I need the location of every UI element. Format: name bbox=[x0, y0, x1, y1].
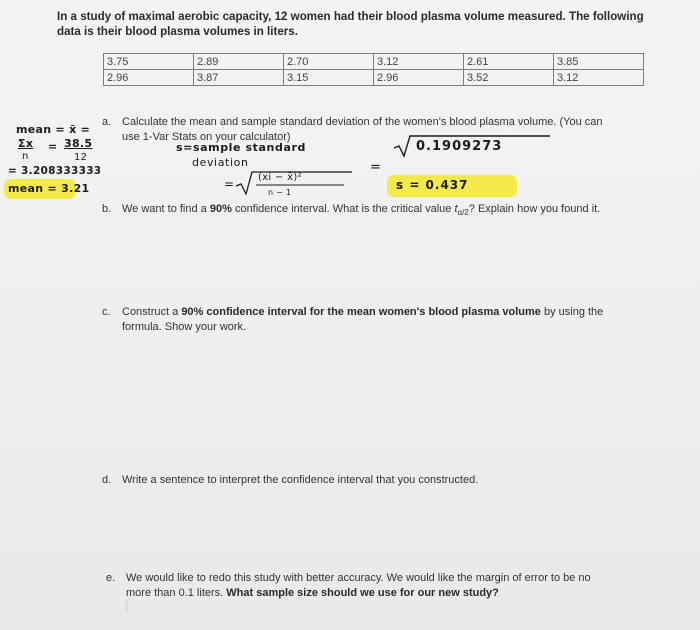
table-cell: 2.96 bbox=[104, 70, 194, 86]
hw-s-result: s = 0.437 bbox=[396, 178, 469, 192]
table-row bbox=[104, 70, 644, 86]
hw-eq2: = bbox=[370, 160, 382, 175]
table-cell: 3.12 bbox=[374, 54, 464, 70]
hw-mean-decimal: = 3.208333333 bbox=[8, 165, 102, 177]
hw-sum-value: 38.5 bbox=[64, 137, 93, 150]
hw-s-formula-num: (xi − x̄)² bbox=[258, 172, 302, 183]
table-cell: 2.70 bbox=[284, 54, 374, 70]
problem-intro: In a study of maximal aerobic capacity, 12 women had their blood plasma volume measured. The following data is their blood plasma volumes in liters. bbox=[57, 10, 644, 38]
table-cell: 2.89 bbox=[194, 54, 284, 70]
hw-s-formula-eq: = bbox=[224, 177, 235, 191]
question-marker: d. bbox=[102, 474, 112, 486]
table-cell: 3.52 bbox=[464, 70, 554, 86]
hw-s-def-line1: s=sample standard bbox=[176, 141, 306, 154]
question-a bbox=[102, 115, 662, 144]
table-cell: 3.15 bbox=[284, 70, 374, 86]
table-cell: 3.87 bbox=[194, 70, 284, 86]
hw-mean-result: mean = 3.21 bbox=[8, 182, 90, 195]
hw-mean-label: mean = x̄ = bbox=[16, 123, 91, 136]
table-row bbox=[104, 54, 644, 70]
hw-count-value: 12 bbox=[74, 152, 88, 163]
question-marker: a. bbox=[102, 116, 112, 128]
hw-eq: = bbox=[48, 140, 58, 153]
table-cell: 3.75 bbox=[104, 54, 194, 70]
table-cell: 3.85 bbox=[554, 54, 644, 70]
question-c: c. Construct a 90% confidence interval for the mean women's blood plasma volume by using the formula. Show your work. bbox=[102, 306, 604, 333]
hw-sigma-x: Σx bbox=[18, 137, 34, 150]
cursor-mark: ( bbox=[125, 600, 129, 612]
question-a-line2: use 1-Var Stats on your calculator) bbox=[122, 130, 291, 143]
question-b: b. We want to find a 90% confidence interval. What is the critical value $t_{\alpha/2}$? Explain how you found it. bbox=[102, 203, 601, 218]
hw-n: n bbox=[22, 151, 29, 162]
question-e: e. We would like to redo this study with better accuracy. We would like the margin of error to be no more than 0.1 liters. What sample size should we use for our new study? bbox=[106, 572, 591, 599]
question-a-line1: Calculate the mean and sample standard deviation of the women's blood plasma volume. (You can bbox=[122, 116, 603, 128]
question-marker: b. bbox=[102, 203, 112, 215]
table-cell: 2.96 bbox=[374, 70, 464, 86]
table-cell: 2.61 bbox=[464, 54, 554, 70]
question-marker: c. bbox=[102, 306, 111, 318]
plasma-volume-table bbox=[103, 53, 644, 86]
question-c-line2: formula. Show your work. bbox=[122, 320, 247, 333]
critical-value-symbol: t bbox=[454, 203, 458, 215]
hw-s-def-line2: deviation bbox=[192, 156, 249, 169]
table-cell: 3.12 bbox=[554, 70, 644, 86]
question-marker: e. bbox=[106, 572, 116, 584]
hw-s-formula-den: n − 1 bbox=[268, 188, 292, 197]
question-d: d. Write a sentence to interpret the confidence interval that you constructed. bbox=[102, 474, 479, 486]
hw-sqrt-value: 0.1909273 bbox=[416, 139, 503, 154]
